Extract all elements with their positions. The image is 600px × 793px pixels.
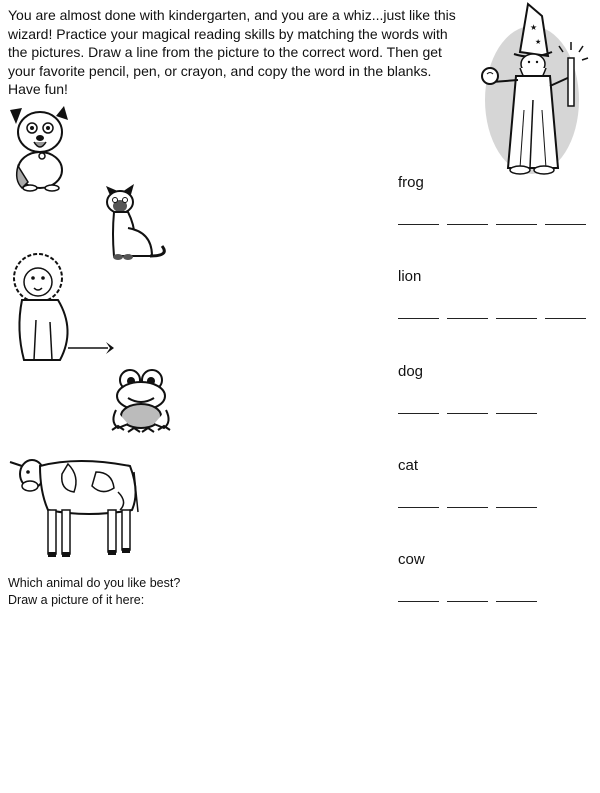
letter-blank[interactable] [398,507,439,508]
letter-blank[interactable] [398,318,439,319]
word-blanks-lion[interactable] [398,318,586,319]
drawing-prompt-question: Which animal do you like best? [8,576,181,590]
letter-blank[interactable] [447,601,488,602]
svg-text:★: ★ [530,23,538,32]
svg-text:★: ★ [535,39,542,46]
word-blanks-cat[interactable] [398,507,537,508]
letter-blank[interactable] [545,224,586,225]
instructions-line-4: your favorite pencil, pen, or crayon, and copy the word in the blanks. [8,62,432,79]
word-lion: lion [398,268,422,285]
letter-blank[interactable] [496,224,537,225]
word-cat: cat [398,457,419,474]
instructions-line-2: wizard! Practice your magical reading skills by matching the words with [8,25,448,42]
wizard-icon [480,0,600,178]
instructions-text [8,6,478,99]
letter-blank[interactable] [398,413,439,414]
drawing-prompt-instruction: Draw a picture of it here: [8,593,145,607]
word-frog: frog [398,174,424,191]
frog-icon [108,366,176,436]
instructions-line-1: You are almost done with kindergarten, and you are a whiz...just like this [8,7,456,23]
word-blanks-cow[interactable] [398,601,537,602]
letter-blank[interactable] [398,601,439,602]
word-dog: dog [398,363,424,380]
letter-blank[interactable] [545,318,586,319]
dog-icon [8,102,72,192]
letter-blank[interactable] [447,224,488,225]
letter-blank[interactable] [447,507,488,508]
word-cow: cow [398,551,425,568]
word-blanks-frog[interactable] [398,224,586,225]
instructions-line-5: Have fun! [8,81,68,97]
letter-blank[interactable] [447,318,488,319]
letter-blank[interactable] [496,318,537,319]
letter-blank[interactable] [398,224,439,225]
cow-icon [8,452,142,560]
word-blanks-dog[interactable] [398,413,537,414]
instructions-line-3: the pictures. Draw a line from the picture to the correct word. Then get [8,44,442,60]
letter-blank[interactable] [496,601,537,602]
letter-blank[interactable] [496,413,537,414]
lion-icon [10,250,120,366]
letter-blank[interactable] [496,507,537,508]
letter-blank[interactable] [447,413,488,414]
